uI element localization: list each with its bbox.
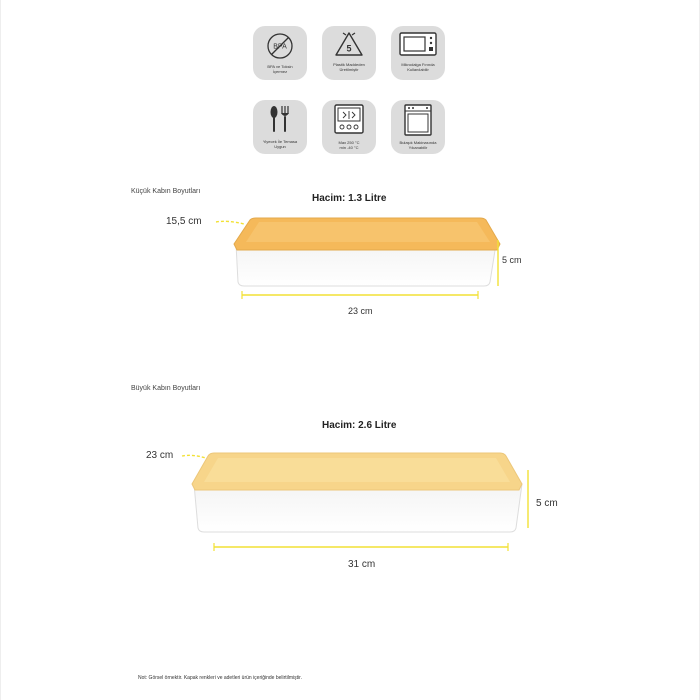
badge-bpa-free (253, 26, 307, 80)
large-container-volume: Hacim: 2.6 Litre (322, 420, 397, 431)
small-container-height-label: 5 cm (502, 255, 522, 265)
disclaimer-note: Not: Görsel örnektir. Kapak renkleri ve adetleri ürün içeriğinde belirtilmiştir. (138, 675, 302, 681)
badge-label-line1: Plastik Maddeden (333, 62, 365, 67)
large-container-height-label: 5 cm (536, 498, 558, 509)
badge-label-line2: min -40 °C (339, 145, 359, 150)
badge-label-line1: Bulaşık Makinasında (399, 140, 437, 145)
large-container-illustration (170, 440, 570, 570)
bpa-icon-text: BPA (273, 43, 287, 51)
badge-label-line2: Uygun (274, 144, 286, 149)
badge-label-line2: Yıkanabilir (408, 145, 428, 150)
left-frame-line (0, 0, 1, 700)
recycle-icon-text: 5 (346, 43, 352, 54)
badge-label-line2: İçermez (272, 69, 288, 74)
large-container-depth-label: 23 cm (146, 450, 174, 461)
badge-oven-temperature (322, 100, 376, 154)
badge-food-safe (253, 100, 307, 154)
small-container-volume: Hacim: 1.3 Litre (312, 193, 387, 204)
large-container-section-label: Büyük Kabın Boyutları (131, 385, 201, 392)
badge-microwave-safe (391, 26, 445, 80)
badge-label-line2: Kullanılabilir (407, 67, 429, 72)
badge-dishwasher-safe (391, 100, 445, 154)
badge-label-line1: Mikrodalga Fırında (401, 62, 435, 67)
small-container-depth-label: 15,5 cm (166, 216, 202, 227)
badge-label-line1: Max 250 °C (338, 140, 360, 145)
badge-label-line1: BPA ve Toksin (267, 64, 293, 69)
badge-label-line2: Üretilmiştir (339, 67, 359, 72)
large-container-length-label: 31 cm (348, 559, 376, 570)
small-container-length-label: 23 cm (348, 306, 373, 316)
small-container-section-label: Küçük Kabın Boyutları (131, 188, 201, 195)
badge-recyclable (322, 26, 376, 80)
badge-label-line1: Yiyecek İle Temasa (262, 139, 298, 144)
